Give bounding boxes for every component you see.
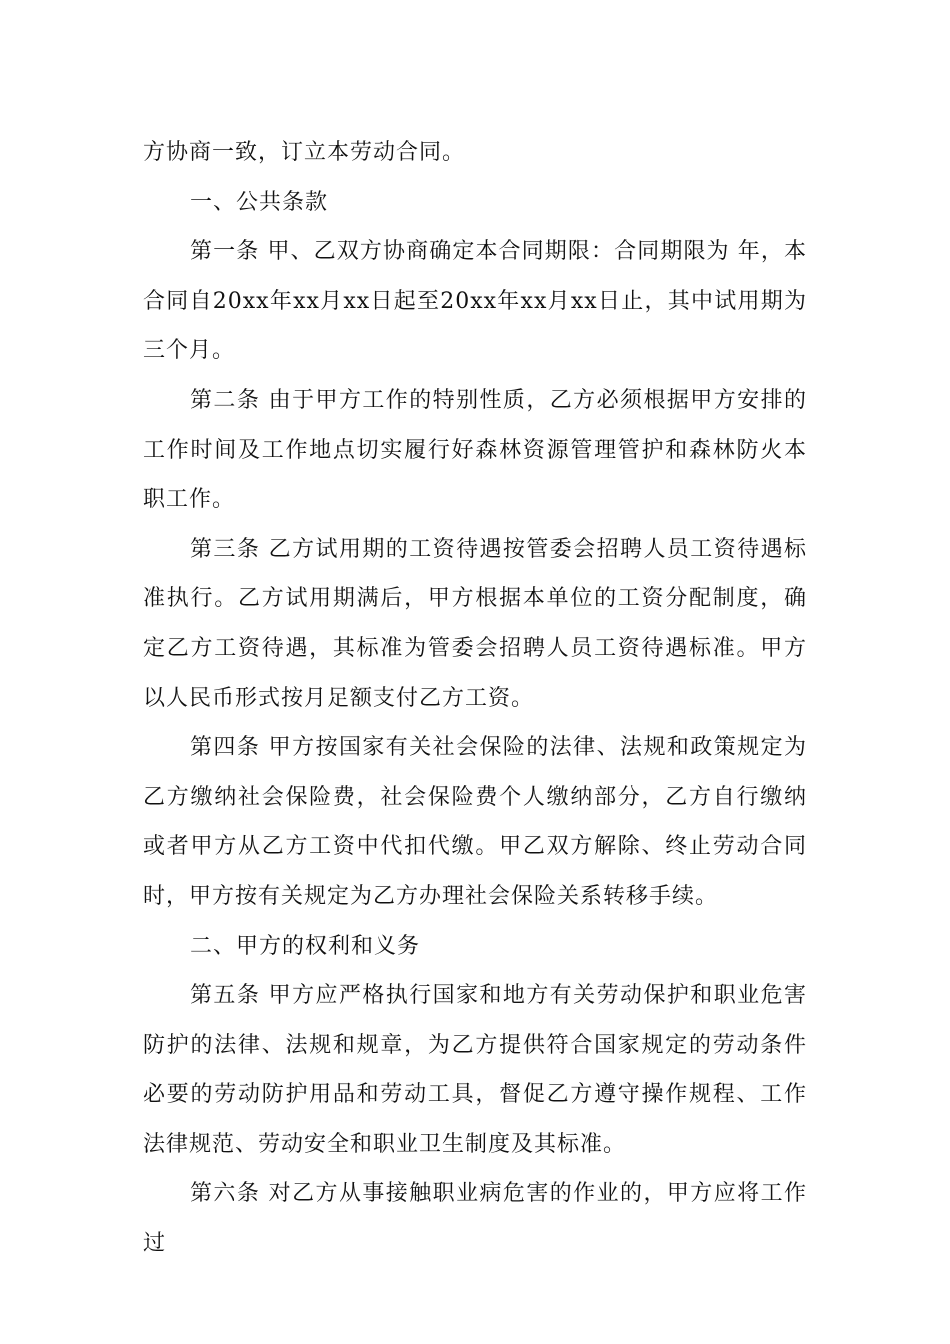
article-6: 第六条 对乙方从事接触职业病危害的作业的，甲方应将工作过 [143, 1181, 807, 1257]
section-heading-party-a-rights: 二、甲方的权利和义务 [190, 933, 421, 959]
article-2: 第二条 由于甲方工作的特别性质，乙方必须根据甲方安排的工作时间及工作地点切实履行好森林资源管理管护和森林防火本职工作。 [143, 387, 807, 513]
paragraph-continuation: 方协商一致，订立本劳动合同。 [143, 140, 466, 165]
document-body [143, 128, 807, 1269]
section-heading-general-terms: 一、公共条款 [190, 189, 329, 215]
article-1: 第一条 甲、乙双方协商确定本合同期限：合同期限为 年，本合同自20xx年xx月xx日起至20xx年xx月xx日止，其中试用期为三个月。 [143, 239, 807, 364]
article-5: 第五条 甲方应严格执行国家和地方有关劳动保护和职业危害防护的法律、法规和规章，为乙方提供符合国家规定的劳动条件必要的劳动防护用品和劳动工具，督促乙方遵守操作规程、工作法律规范、劳动安全和职业卫生制度及其标准。 [143, 983, 807, 1157]
article-4: 第四条 甲方按国家有关社会保险的法律、法规和政策规定为乙方缴纳社会保险费，社会保险费个人缴纳部分，乙方自行缴纳或者甲方从乙方工资中代扣代缴。甲乙双方解除、终止劳动合同时，甲方按有关规定为乙方办理社会保险关系转移手续。 [143, 735, 807, 909]
article-3: 第三条 乙方试用期的工资待遇按管委会招聘人员工资待遇标准执行。乙方试用期满后，甲方根据本单位的工资分配制度，确定乙方工资待遇，其标准为管委会招聘人员工资待遇标准。甲方以人民币形式按月足额支付乙方工资。 [143, 536, 807, 711]
